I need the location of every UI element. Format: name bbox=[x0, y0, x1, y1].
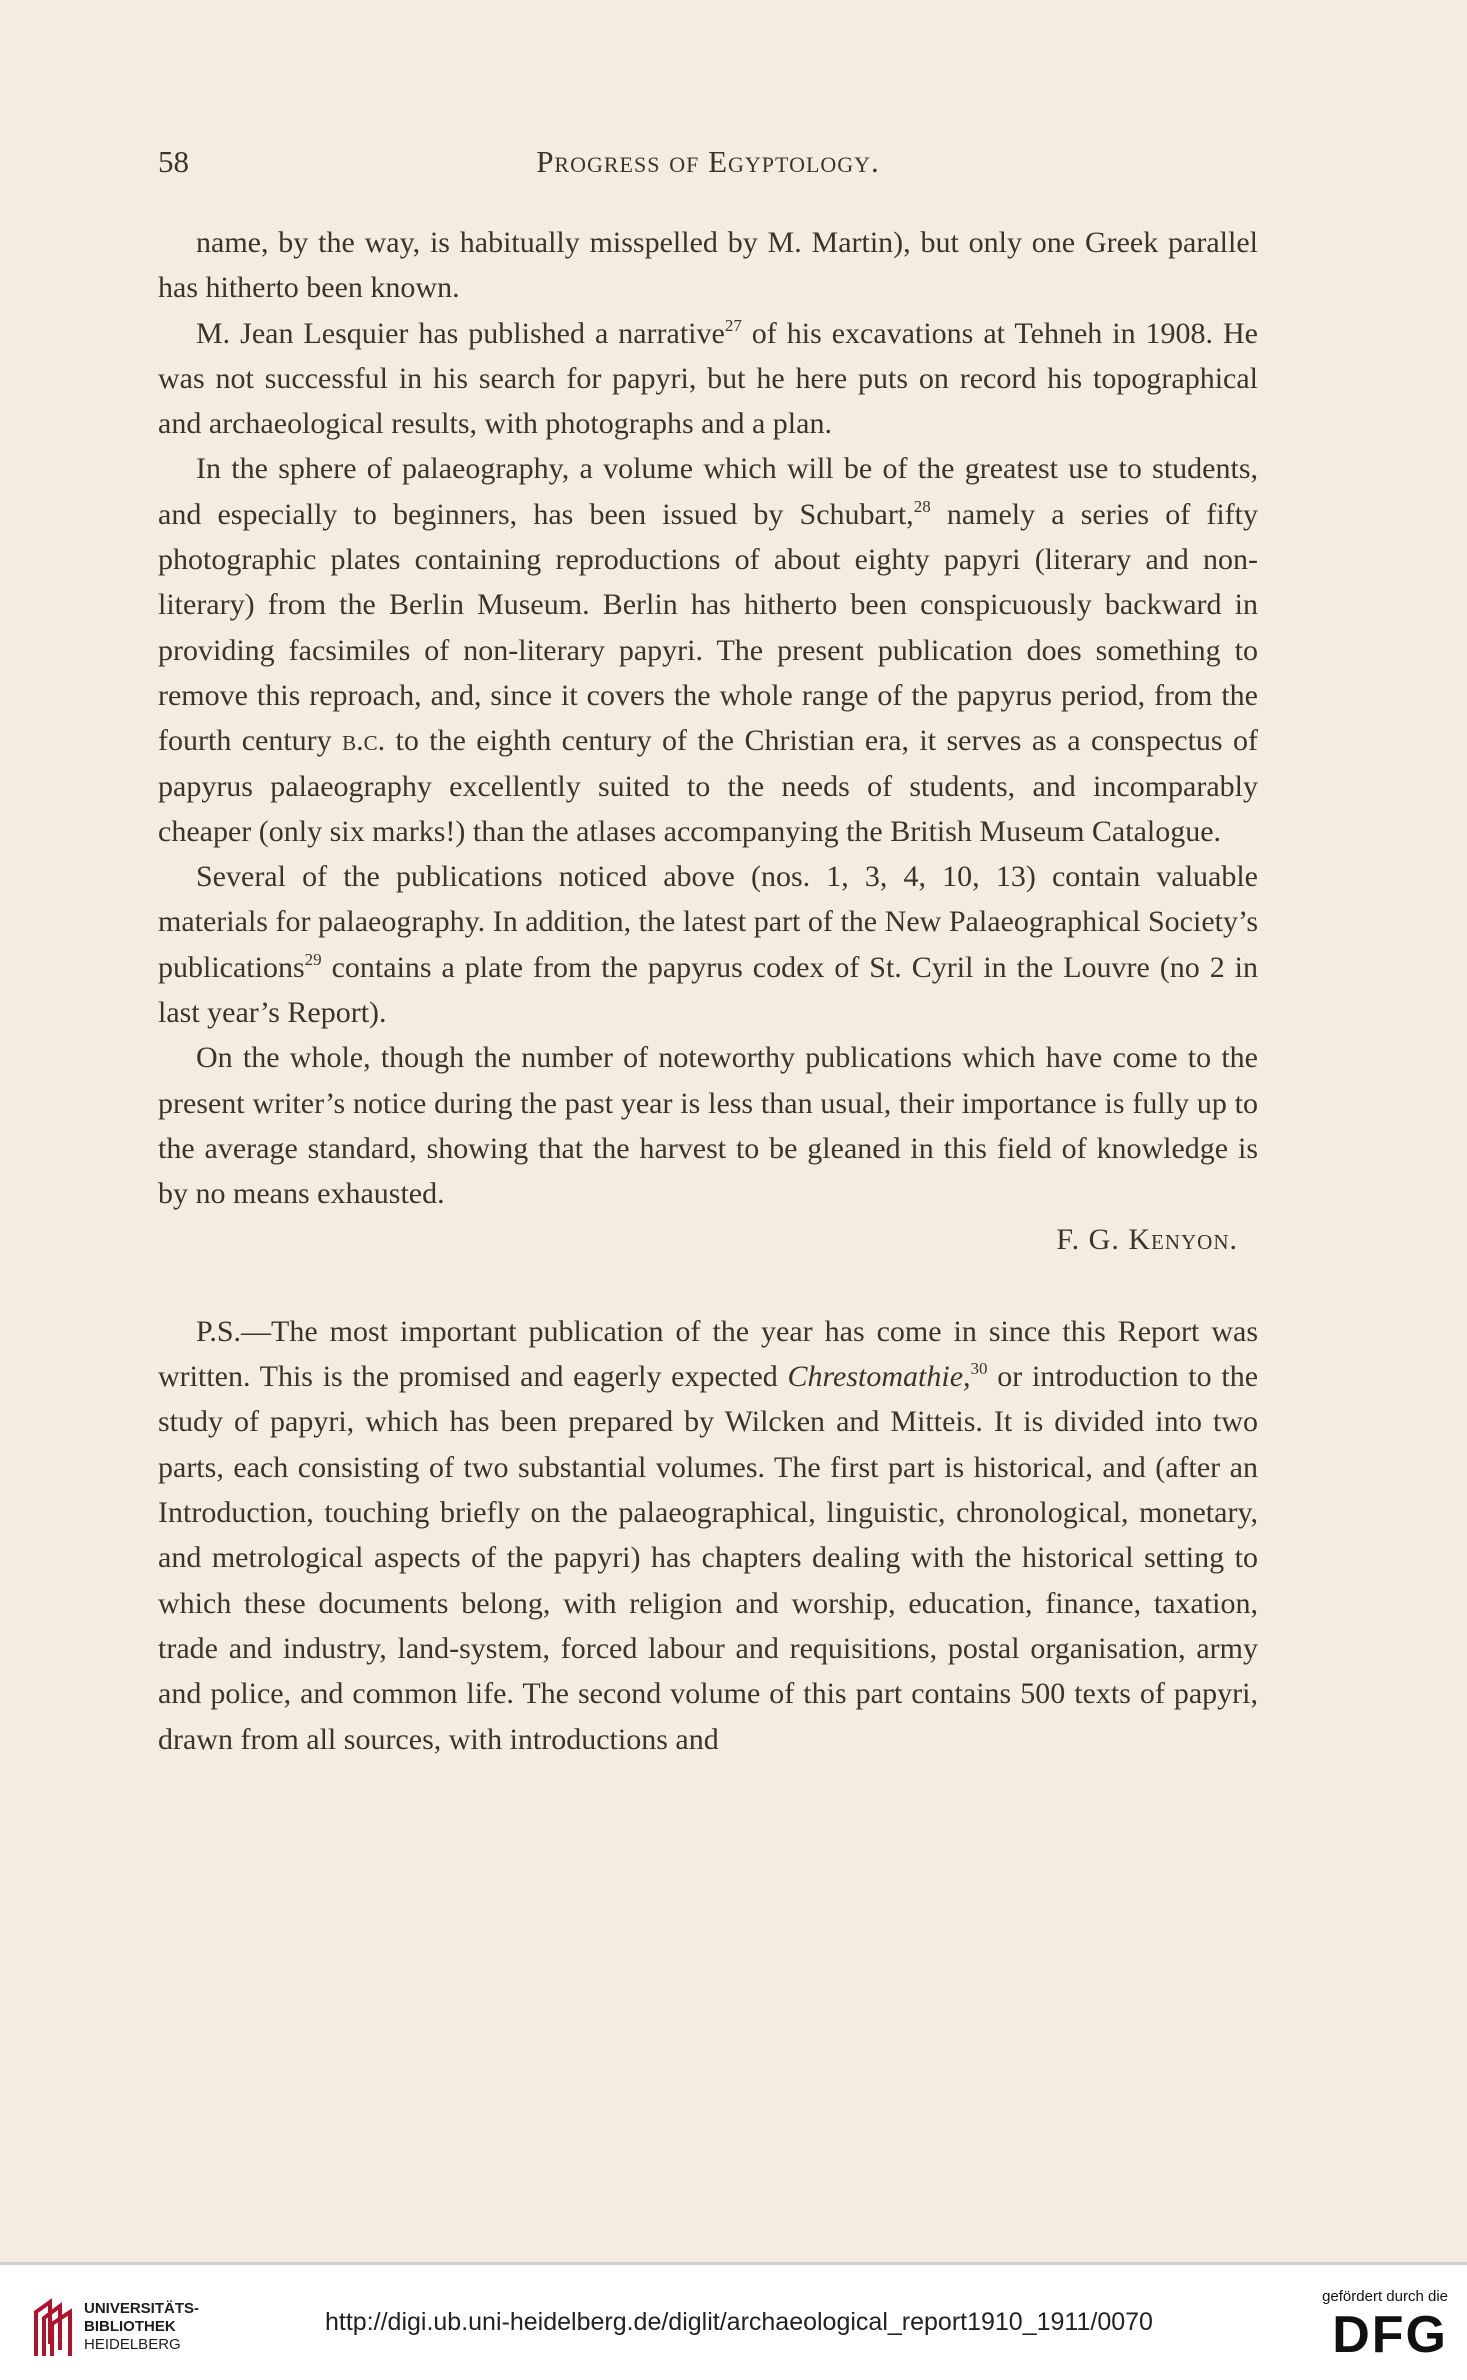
text-run: On the whole, though the number of noteworthy publications which have come to the present writer’s notice during the past year is less than usual, their importance is fully up to the average standard, showing that the harvest to be gleaned in this field of knowledge is by no means exhausted. bbox=[158, 1041, 1258, 1211]
footer-divider bbox=[0, 2262, 1467, 2265]
text-run: P.S.—The most important publication of the year has come in since this Report was written. This is the promised and eagerly expected bbox=[158, 1314, 1258, 1394]
paragraph bbox=[158, 1309, 1258, 1762]
permalink-url[interactable]: http://digi.ub.uni-heidelberg.de/diglit/archaeological_report1910_1911/0070 bbox=[325, 2308, 1153, 2336]
page-number: 58 bbox=[158, 144, 189, 179]
italic-title: Chrestomathie, bbox=[787, 1360, 971, 1394]
text-run: contains a plate from the papyrus codex of St. Cyril in the Louvre (no 2 in last year’s Report). bbox=[158, 950, 1258, 1030]
footnote-ref: 27 bbox=[724, 315, 742, 335]
dfg-logo: DFG bbox=[1332, 2306, 1448, 2364]
footnote-ref: 28 bbox=[913, 496, 931, 516]
footnote-ref: 29 bbox=[304, 949, 322, 969]
body-text bbox=[158, 220, 1258, 1762]
text-run: namely a series of fifty photographic plates containing reproductions of about eighty papyri (literary and non-literary) from the Berlin Museum. Berlin has hitherto been conspicuously backward in providing facsimiles of non-literary papyri. The present publication does something to remove this reproach, and, since it covers the whole range of the papyrus period, from the fourth century bbox=[158, 497, 1259, 758]
text-run: or introduction to the study of papyri, which has been prepared by Wilcken and Mitteis. It is divided into two parts, each consisting of two substantial volumes. The first part is historical, and (after an Introduction, touching briefly on the palaeographical, linguistic, chronological, monetary, and metrological aspects of the papyri) has chapters dealing with the historical setting to which these documents belong, with religion and worship, education, finance, taxation, trade and industry, land-system, forced labour and requisitions, postal organisation, army and police, and common life. The second volume of this part contains 500 texts of papyri, drawn from all sources, with introductions and bbox=[158, 1360, 1259, 1756]
funder-note: gefördert durch die bbox=[1322, 2288, 1448, 2305]
text-run: of his excavations at Tehneh in 1908. He was not successful in his search for papyri, but he here puts on record his topographical and archaeological results, with photographs and a plan. bbox=[158, 316, 1258, 441]
footnote-ref: 30 bbox=[970, 1359, 988, 1379]
paragraph bbox=[158, 446, 1258, 854]
era-abbreviation: b.c. bbox=[342, 724, 386, 758]
text-run: In the sphere of palaeography, a volume which will be of the greatest use to students, and especially to beginners, has been issued by Schubart, bbox=[158, 452, 1258, 531]
footer bbox=[0, 2262, 1467, 2380]
text-run: name, by the way, is habitually misspelled by M. Martin), but only one Greek parallel has hitherto been known. bbox=[158, 226, 1258, 305]
funder-credit bbox=[1298, 2288, 1448, 2365]
page-header bbox=[158, 144, 1258, 194]
paragraph bbox=[158, 220, 1258, 311]
library-name-line: HEIDELBERG bbox=[84, 2336, 181, 2353]
running-title: Progress of Egyptology. bbox=[536, 144, 880, 179]
library-name-line: BIBLIOTHEK bbox=[84, 2318, 176, 2335]
ub-heidelberg-logo-icon bbox=[30, 2298, 76, 2358]
author-signature: F. G. Kenyon. bbox=[1056, 1222, 1238, 1256]
paragraph bbox=[158, 854, 1258, 1035]
text-run: M. Jean Lesquier has published a narrative bbox=[196, 316, 725, 350]
library-name-line: UNIVERSITÄTS- bbox=[84, 2300, 200, 2317]
paragraph bbox=[158, 1035, 1258, 1216]
text-run: to the eighth century of the Christian era, it serves as a conspectus of papyrus palaeography excellently suited to the needs of students, and incomparably cheaper (only six marks!) than the atlases accompanying the British Museum Catalogue. bbox=[158, 724, 1258, 848]
paragraph bbox=[158, 311, 1258, 447]
text-run: Several of the publications noticed above (nos. 1, 3, 4, 10, 13) contain valuable materials for palaeography. In addition, the latest part of the New Palaeographical Society’s publications bbox=[158, 860, 1258, 984]
library-name bbox=[84, 2300, 199, 2354]
